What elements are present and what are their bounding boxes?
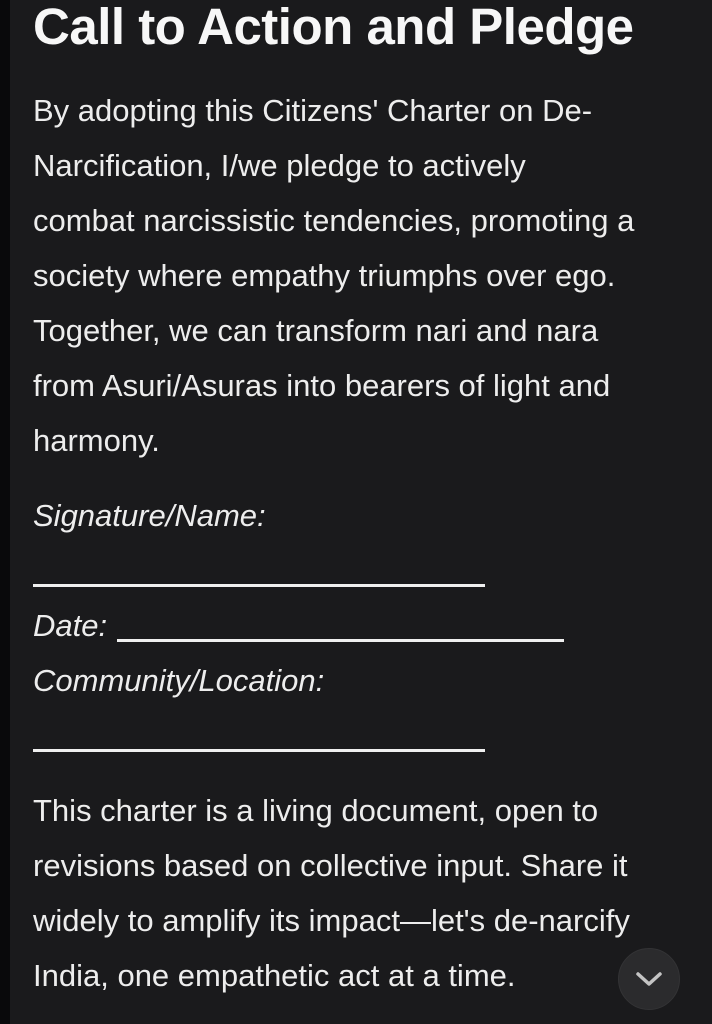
paragraph-line: Together, we can transform nari and nara [33,313,599,348]
scroll-down-button[interactable] [618,948,680,1010]
paragraph-line: revisions based on collective input. Share it [33,848,628,883]
community-blank-line [33,749,485,752]
pledge-paragraph [33,83,712,468]
paragraph-line: combat narcissistic tendencies, promoting a [33,203,635,238]
signature-form-block [33,488,712,763]
paragraph-line: society where empathy triumphs over ego. [33,258,616,293]
date-label: Date: [33,608,108,643]
date-blank-line [117,639,564,642]
signature-label: Signature/Name: [33,498,266,533]
left-edge-strip [0,0,10,1024]
community-label: Community/Location: [33,663,325,698]
signature-blank-row [33,543,712,598]
date-row [33,598,712,653]
chevron-down-icon [635,971,663,987]
paragraph-line: By adopting this Citizens' Charter on De- [33,93,593,128]
community-blank-row [33,708,712,763]
paragraph-line: This charter is a living document, open to [33,793,599,828]
page-title: Call to Action and Pledge [33,0,634,55]
paragraph-line: widely to amplify its impact—let's de-narcify [33,903,630,938]
signature-blank-line [33,584,485,587]
closing-paragraph [33,783,712,1003]
paragraph-line: Narcification, I/we pledge to actively [33,148,526,183]
paragraph-line: from Asuri/Asuras into bearers of light and [33,368,611,403]
document-content [33,0,712,1023]
paragraph-line: India, one empathetic act at a time. [33,958,516,993]
paragraph-line: harmony. [33,423,160,458]
